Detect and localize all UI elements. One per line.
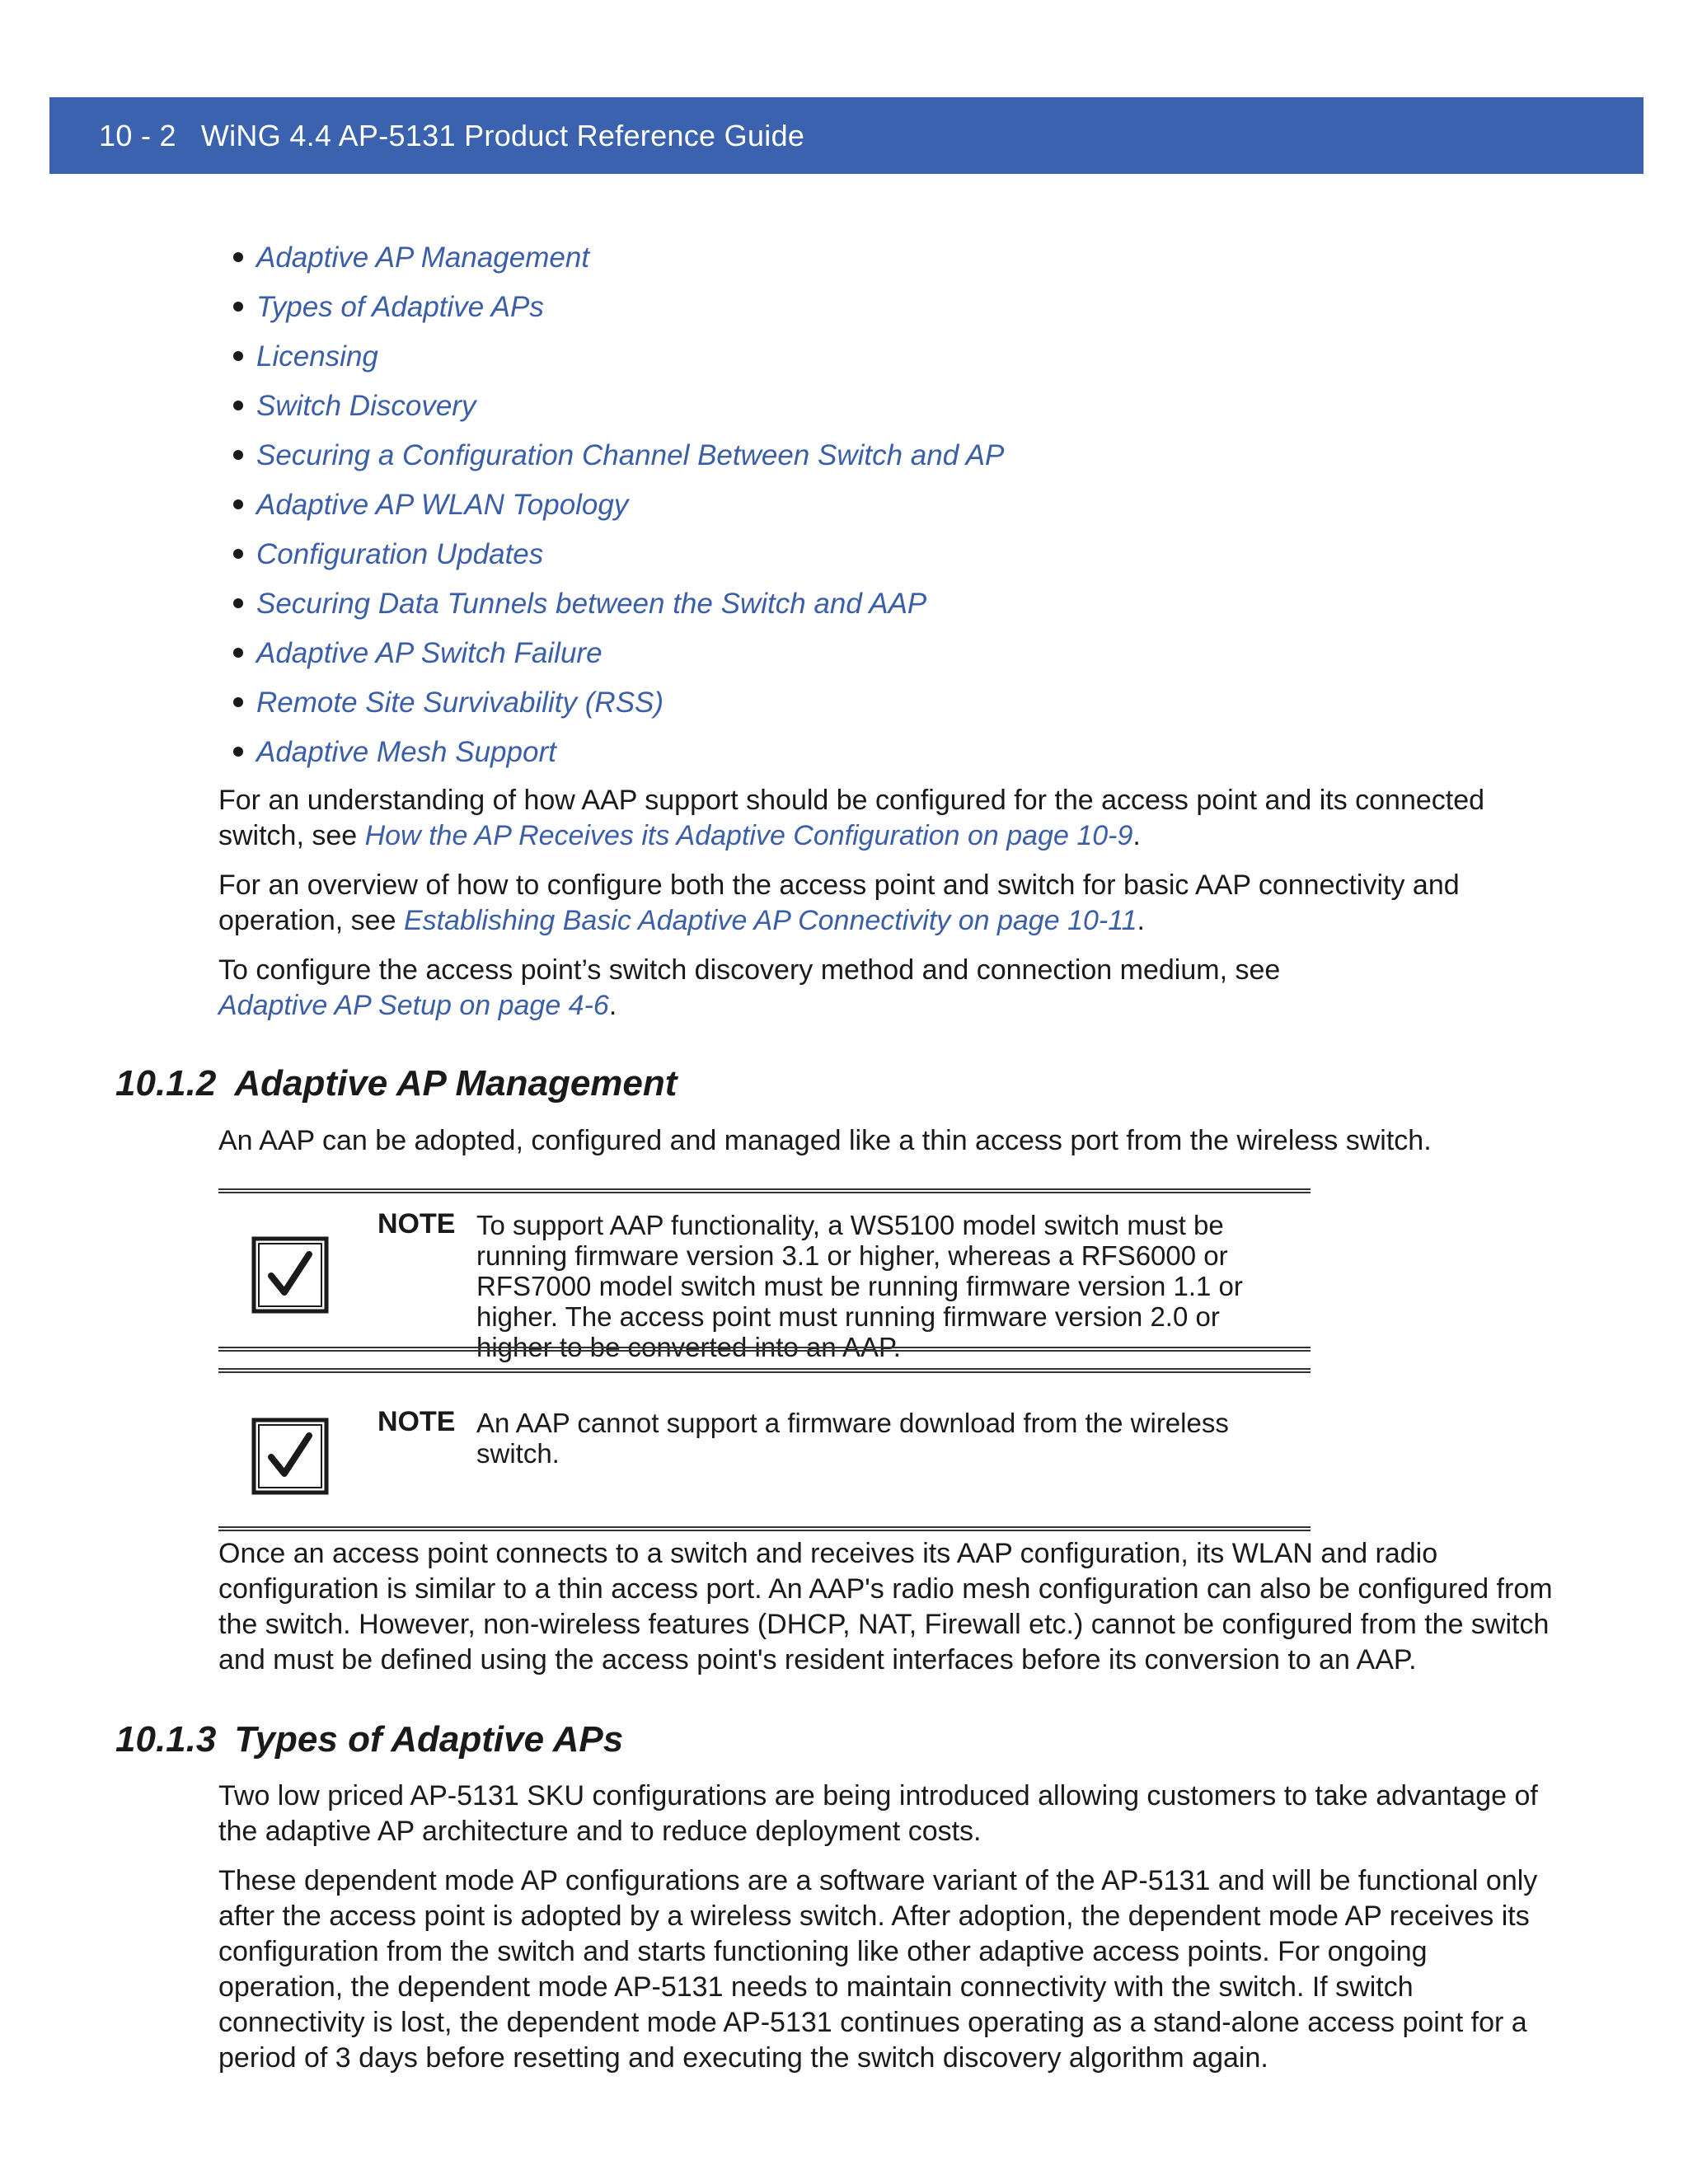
bullet-icon bbox=[233, 351, 243, 361]
toc-link[interactable]: Configuration Updates bbox=[256, 538, 544, 570]
section-heading-1012 bbox=[115, 1063, 677, 1104]
document-title: WiNG 4.4 AP-5131 Product Reference Guide bbox=[200, 118, 805, 152]
bullet-icon bbox=[233, 450, 243, 460]
cross-reference-link[interactable]: How the AP Receives its Adaptive Configuration on page 10-9 bbox=[364, 820, 1133, 851]
note-bottom-rule bbox=[218, 1526, 1311, 1531]
section-number: 10.1.3 bbox=[115, 1719, 217, 1760]
toc-link[interactable]: Securing a Configuration Channel Between Switch and AP bbox=[256, 439, 1005, 471]
section-title: Adaptive AP Management bbox=[234, 1063, 678, 1104]
section-1013-paragraph-2: These dependent mode AP configurations are a software variant of the AP-5131 and will be functional only after the access point is adopted by a wireless switch. After adoption, the dependent mode AP receives its configuration from the switch and starts functioning like other adaptive access points. For ongoing operation, the dependent mode AP-5131 needs to maintain connectivity with the switch. If switch connectivity is lost, the dependent mode AP-5131 continues operating as a stand-alone access point for a period of 3 days before resetting and executing the switch discovery algorithm again. bbox=[218, 1865, 1538, 2074]
bullet-icon bbox=[233, 648, 243, 658]
paragraph-text: For an overview of how to configure both the access point and switch for basic AAP connectivity and operation, see bbox=[218, 869, 1460, 936]
page-number: 10 - 2 bbox=[99, 118, 176, 152]
note-top-rule bbox=[218, 1188, 1311, 1193]
toc-link[interactable]: Securing Data Tunnels between the Switch and AAP bbox=[256, 588, 927, 620]
bullet-icon bbox=[233, 598, 243, 608]
paragraph-period: . bbox=[1137, 905, 1145, 936]
paragraph-text: For an understanding of how AAP support should be configured for the access point and its connected switch, see bbox=[218, 785, 1485, 851]
intro-paragraph-1 bbox=[218, 783, 1554, 854]
toc-link[interactable]: Adaptive AP Management bbox=[256, 241, 590, 274]
list-item bbox=[218, 681, 1004, 730]
section-1012-body: An AAP can be adopted, configured and managed like a thin access port from the wireless switch. bbox=[218, 1125, 1432, 1156]
intro-paragraph-3 bbox=[218, 953, 1554, 1024]
section-1013-paragraph-1: Two low priced AP-5131 SKU configurations are being introduced allowing customers to take advantage of the adaptive AP architecture and to reduce deployment costs. bbox=[218, 1780, 1538, 1847]
toc-link[interactable]: Switch Discovery bbox=[256, 390, 476, 422]
note-text: An AAP cannot support a firmware download from the wireless switch. bbox=[476, 1408, 1229, 1469]
note-text: To support AAP functionality, a WS5100 model switch must be running firmware version 3.1 or higher, whereas a RFS6000 or RFS7000 model switch must be running firmware version 1.1 or higher. The access point must running firmware version 2.0 or higher to be converted into an AAP. bbox=[476, 1210, 1243, 1362]
toc-link[interactable]: Adaptive AP Switch Failure bbox=[256, 637, 603, 669]
list-item bbox=[218, 483, 1004, 532]
section-heading-1013 bbox=[115, 1719, 623, 1760]
list-item bbox=[218, 582, 1004, 631]
list-item bbox=[218, 631, 1004, 681]
toc-link[interactable]: Remote Site Survivability (RSS) bbox=[256, 687, 664, 719]
paragraph-text: To configure the access point’s switch discovery method and connection medium, see bbox=[218, 954, 1281, 986]
list-item bbox=[218, 285, 1004, 335]
checkmark-icon bbox=[251, 1236, 329, 1314]
note-top-rule bbox=[218, 1368, 1311, 1373]
cross-reference-link[interactable]: Adaptive AP Setup on page 4-6 bbox=[218, 990, 609, 1021]
bullet-icon bbox=[233, 549, 243, 559]
note-bottom-rule bbox=[218, 1347, 1311, 1352]
section-number: 10.1.2 bbox=[115, 1063, 217, 1104]
bullet-icon bbox=[233, 747, 243, 757]
toc-link[interactable]: Licensing bbox=[256, 340, 378, 373]
aap-config-paragraph: Once an access point connects to a switch and receives its AAP configuration, its WLAN and radio configuration is similar to a thin access port. An AAP's radio mesh configuration can also be configured from the switch. However, non-wireless features (DHCP, NAT, Firewall etc.) cannot be configured from the switch and must be defined using the access point's resident interfaces before its conversion to an AAP. bbox=[218, 1538, 1553, 1675]
list-item bbox=[218, 335, 1004, 384]
section-title: Types of Adaptive APs bbox=[234, 1719, 624, 1760]
bullet-icon bbox=[233, 252, 243, 262]
paragraph-period: . bbox=[608, 990, 617, 1021]
list-item bbox=[218, 532, 1004, 582]
list-item bbox=[218, 236, 1004, 285]
cross-reference-link[interactable]: Establishing Basic Adaptive AP Connectivity on page 10-11 bbox=[403, 905, 1137, 936]
list-item bbox=[218, 434, 1004, 483]
toc-link[interactable]: Types of Adaptive APs bbox=[256, 291, 544, 323]
toc-link[interactable]: Adaptive Mesh Support bbox=[256, 736, 556, 768]
toc-link[interactable]: Adaptive AP WLAN Topology bbox=[256, 489, 629, 521]
intro-paragraph-2 bbox=[218, 868, 1554, 939]
paragraph-period: . bbox=[1132, 820, 1141, 851]
bullet-icon bbox=[233, 302, 243, 312]
note-label: NOTE bbox=[377, 1208, 456, 1240]
bullet-icon bbox=[233, 499, 243, 509]
list-item bbox=[218, 384, 1004, 434]
page-header bbox=[49, 97, 1643, 174]
bullet-icon bbox=[233, 697, 243, 707]
list-item bbox=[218, 730, 1004, 780]
section-link-list bbox=[218, 236, 1004, 780]
checkmark-icon bbox=[251, 1418, 329, 1495]
note-label: NOTE bbox=[377, 1406, 456, 1437]
bullet-icon bbox=[233, 401, 243, 410]
